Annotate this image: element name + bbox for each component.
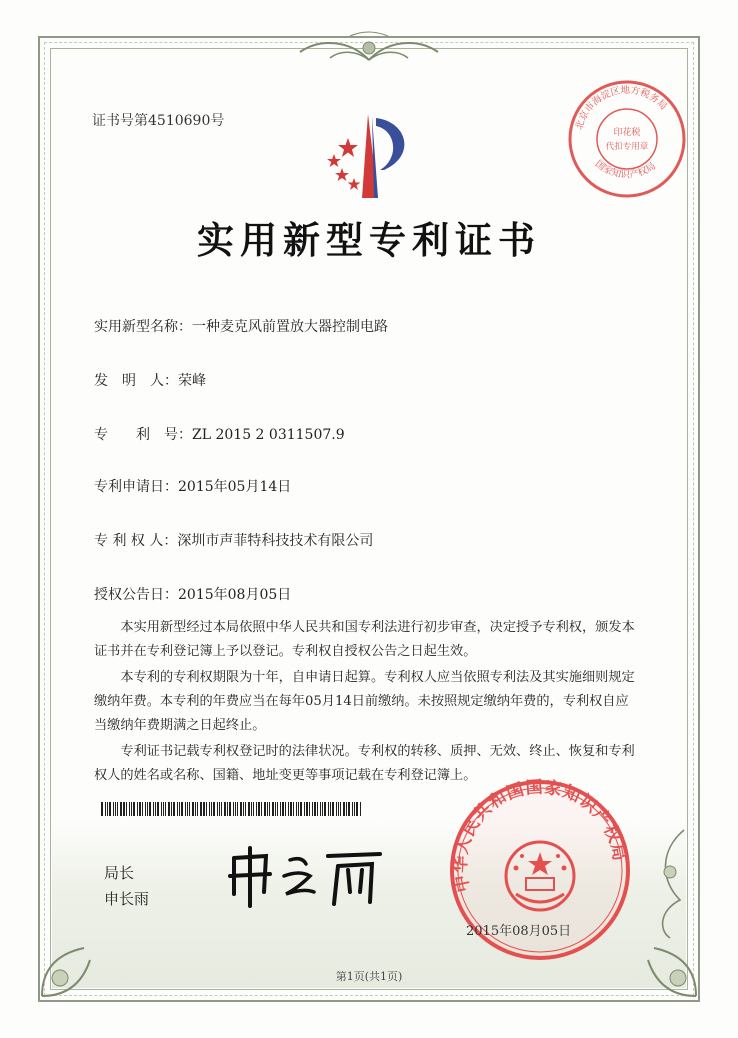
barcode-bar [105,802,106,816]
barcode-bar [192,802,194,816]
field-application-date [94,476,291,496]
field-grant-date [94,584,291,604]
field-patentee [94,530,373,550]
barcode-bar [354,802,355,816]
barcode-bar [343,802,345,816]
body-paragraph-1: 本实用新型经过本局依照中华人民共和国专利法进行初步审查，决定授予专利权，颁发本证书并在专利登记簿上予以登记。专利权自授权公告之日起生效。 [94,620,635,659]
barcode-bar [109,802,111,816]
barcode-bar [113,802,114,816]
barcode-bar [195,802,196,816]
barcode-bar [348,802,350,816]
body-paragraph-2: 本专利的专利权期限为十年，自申请日起算。专利权人应当依照专利法及其实施细则规定缴纳年费。本专利的年费应当在每年05月14日前缴纳。未按照规定缴纳年费的，专利权自应当缴纳年费期满之日起终止。 [94,670,635,733]
director-signature [220,842,390,912]
barcode-bar [290,802,292,816]
logo-blue-arc [376,118,404,170]
barcode-bar [248,802,250,816]
barcode-bar [177,802,178,816]
logo-star-3 [335,168,349,181]
barcode-bar [149,802,151,816]
barcode-bar [227,802,228,816]
field-patent-number [94,424,345,444]
field-value: 2015年05月14日 [178,479,292,495]
barcode-bar [240,802,242,816]
field-inventor [94,370,206,390]
barcode-bar [243,802,244,816]
barcode [101,802,391,816]
certificate-number: 证书号第4510690号 [92,113,225,129]
barcode-bar [282,802,284,816]
barcode-bar [233,802,234,816]
barcode-bar [304,802,305,816]
barcode-bar [189,802,190,816]
barcode-bar [211,802,212,816]
top-ornament [290,30,448,70]
barcode-bar [235,802,236,816]
barcode-bar [213,802,215,816]
barcode-bar [280,802,281,816]
barcode-bar [298,802,299,816]
barcode-bar [309,802,310,816]
barcode-bar [245,802,246,816]
sipo-seal-ring-text: 中华人民共和国国家知识产权局 [450,777,630,894]
barcode-bar [320,802,321,816]
field-value: 一种麦克风前置放大器控制电路 [192,319,388,335]
sipo-logo-icon [318,112,414,202]
barcode-bar [322,802,323,816]
logo-star-4 [348,178,361,190]
barcode-bar [340,802,341,816]
barcode-bar [264,802,266,816]
barcode-bar [272,802,274,816]
barcode-bar [288,802,289,816]
field-label: 发 明 人： [94,373,178,389]
barcode-bar [131,802,132,816]
field-label: 授权公告日： [94,587,178,603]
barcode-bar [317,802,318,816]
barcode-bar [306,802,308,816]
barcode-bar [153,802,154,816]
field-label: 实用新型名称： [94,319,192,335]
barcode-bar [147,802,148,816]
barcode-bar [203,802,205,816]
tax-seal-line1: 印花税 [613,128,641,138]
page-footer: 第1页(共1页) [335,970,403,983]
logo-star-1 [338,138,358,157]
barcode-bar [219,802,220,816]
tax-seal-bottom-text: 国家知识产权局 [592,158,658,181]
barcode-bar [269,802,270,816]
barcode-bar [206,802,207,816]
barcode-bar [338,802,339,816]
barcode-bar [200,802,202,816]
barcode-bar [133,802,135,816]
barcode-bar [360,802,361,816]
field-utility-model-name [94,316,388,336]
barcode-bar [296,802,297,816]
barcode-bar [161,802,162,816]
director-block [104,860,149,912]
barcode-bar [275,802,276,816]
barcode-bar [126,802,127,816]
barcode-bar [173,802,175,816]
field-label: 专 利 号： [94,427,192,443]
barcode-bar [312,802,313,816]
field-value: 深圳市声菲特科技技术有限公司 [177,533,374,549]
barcode-bar [145,802,146,816]
barcode-bar [277,802,278,816]
barcode-bar [324,802,326,816]
certificate-title: 实用新型专利证书 [197,218,541,262]
barcode-bar [336,802,337,816]
director-title: 局长 [104,864,135,882]
barcode-bar [165,802,166,816]
barcode-bar [115,802,116,816]
field-label: 专利申请日： [94,479,178,495]
barcode-bar [300,802,302,816]
barcode-bar [197,802,198,816]
barcode-bar [267,802,268,816]
barcode-bar [157,802,159,816]
barcode-bar [155,802,156,816]
barcode-bar [217,802,218,816]
barcode-bar [209,802,210,816]
barcode-bar [185,802,186,816]
barcode-bar [224,802,226,816]
barcode-bar [346,802,347,816]
barcode-bar [332,802,334,816]
barcode-bar [293,802,294,816]
seal-date: 2015年08月05日 [466,924,572,939]
barcode-bar [107,802,108,816]
logo-star-2 [327,154,341,167]
barcode-bar [356,802,358,816]
barcode-bar [253,802,254,816]
barcode-bar [256,802,257,816]
barcode-bar [179,802,180,816]
barcode-bar [137,802,138,816]
barcode-bar [237,802,238,816]
barcode-bar [251,802,252,816]
barcode-bar [258,802,260,816]
field-value: 荣峰 [178,373,206,389]
field-value: 2015年08月05日 [178,587,292,603]
barcode-bar [163,802,164,816]
barcode-bar [314,802,316,816]
barcode-bar [171,802,172,816]
barcode-bar [129,802,130,816]
barcode-bar [330,802,331,816]
barcode-bar [352,802,353,816]
barcode-bar [229,802,231,816]
barcode-bar [139,802,141,816]
barcode-bar [285,802,286,816]
certificate-body [94,616,638,790]
barcode-bar [123,802,125,816]
side-ornament-right [640,820,690,940]
body-paragraph-3: 专利证书记载专利权登记时的法律状况。专利权的转移、质押、无效、终止、恢复和专利权人的姓名或名称、国籍、地址变更等事项记载在专利登记簿上。 [94,744,635,783]
barcode-bar [181,802,183,816]
field-value: ZL 2015 2 0311507.9 [192,427,345,443]
barcode-bar [142,802,143,816]
tax-seal [566,78,688,200]
barcode-bar [221,802,222,816]
barcode-bar [261,802,262,816]
barcode-bar [117,802,118,816]
director-name: 申长雨 [104,890,150,908]
tax-seal-ring-text: 北京市海淀区地方税务局 [573,84,669,132]
barcode-bar [101,802,103,816]
tax-seal-line2: 代扣专用章 [605,142,649,152]
barcode-bar [328,802,329,816]
field-label: 专 利 权 人： [94,533,178,549]
barcode-bar [120,802,122,816]
barcode-bar [187,802,188,816]
barcode-bar [168,802,170,816]
